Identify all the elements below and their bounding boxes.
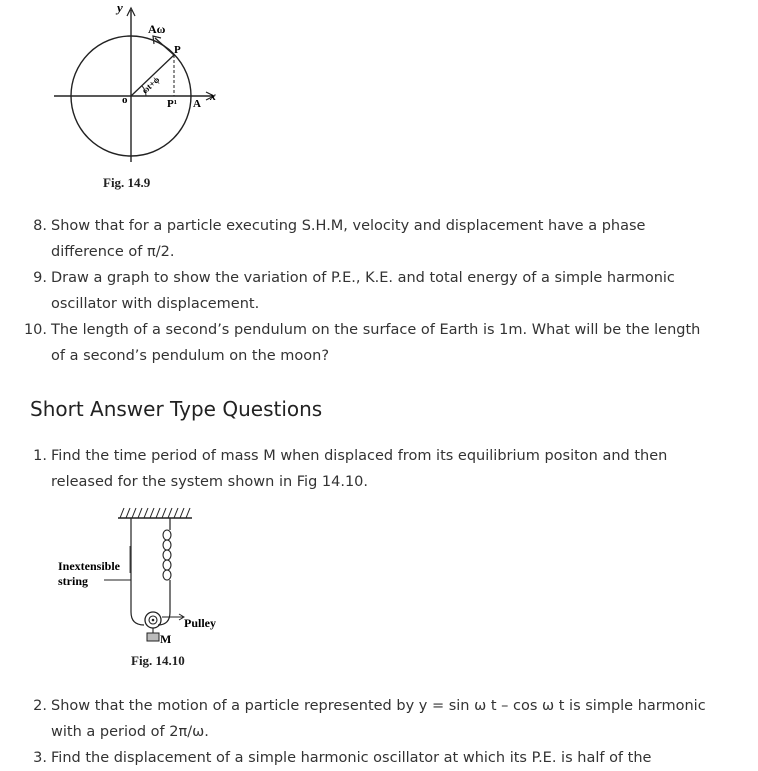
label-pulley: Pulley	[184, 616, 216, 630]
figure-14-10-caption: Fig. 14.10	[131, 653, 185, 668]
label-y: y	[117, 0, 123, 15]
figure-14-9	[50, 0, 230, 175]
question-number: 10.	[23, 322, 47, 338]
figure-14-9-caption: Fig. 14.9	[103, 175, 151, 190]
ceiling-hatch	[120, 508, 190, 518]
mass-block	[147, 633, 159, 641]
label-mass: M	[160, 632, 172, 646]
label-x: x	[210, 89, 216, 103]
label-string: string	[58, 574, 88, 588]
question-number: 8.	[33, 218, 47, 234]
label-a: A	[193, 98, 201, 110]
section-heading: Short Answer Type Questions	[30, 397, 323, 421]
question-number: 1.	[33, 448, 47, 464]
question-number: 2.	[33, 698, 47, 714]
label-o: o	[122, 94, 128, 106]
label-p: P	[174, 44, 181, 56]
label-inextensible: Inextensible	[58, 559, 121, 573]
question-number: 3.	[33, 750, 47, 766]
question-number: 9.	[33, 270, 47, 286]
velocity-arrow	[155, 38, 174, 55]
label-p1: P¹	[167, 98, 178, 110]
label-angle: ωt+ϕ	[139, 74, 162, 96]
spring	[163, 530, 171, 580]
figure-14-10	[55, 500, 240, 650]
label-aw: Aω	[148, 22, 166, 36]
